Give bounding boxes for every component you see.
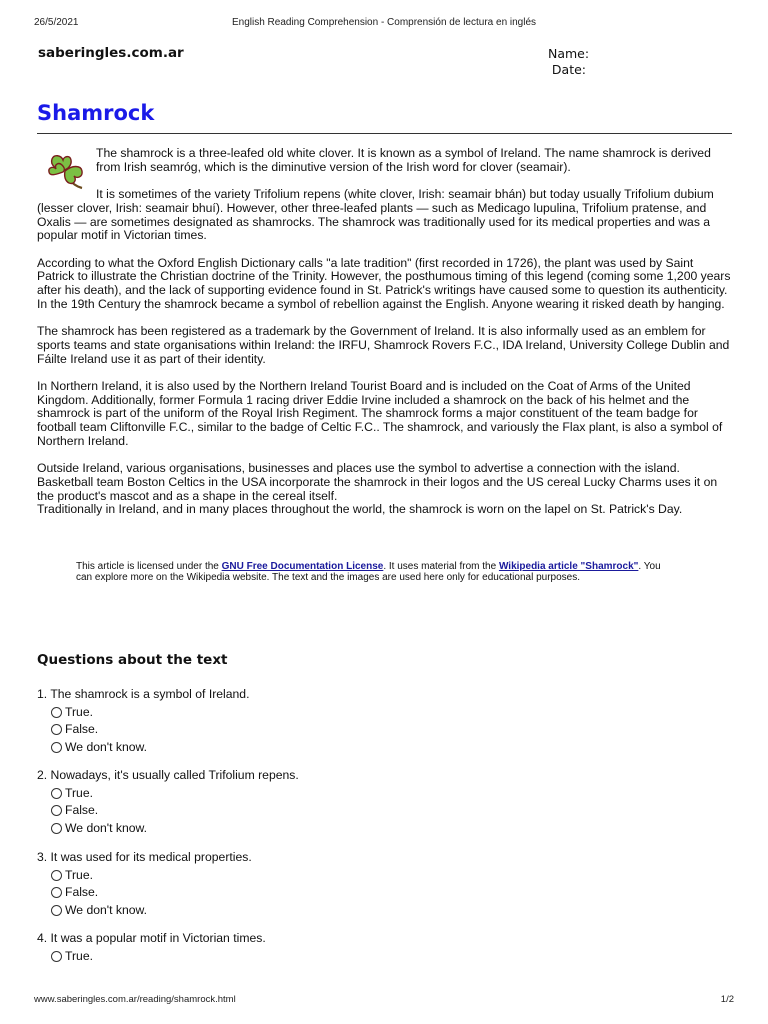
page-title: Shamrock <box>37 101 155 125</box>
date-label: Date: <box>551 62 586 77</box>
answer-option[interactable] <box>37 704 249 722</box>
option-label: We don't know. <box>65 820 148 835</box>
paragraph: According to what the Oxford English Dictionary calls "a late tradition" (first recorded in 1726), the plant was used by Saint Patrick to illustrate the Christian doctrine of the Trinity. However, the posthumous timing of this legend (coming some 1,200 years after his death), and the lack of supporting evidence found in St. Patrick's writings have caused some to question its authenticity. In the 19th Century the shamrock became a symbol of rebellion against the English. Anyone wearing it risked death by hanging. <box>37 255 731 311</box>
question-text: 1. The shamrock is a symbol of Ireland. <box>37 687 250 701</box>
license-text: . It uses material from the <box>383 561 499 572</box>
answer-option[interactable] <box>37 902 252 920</box>
option-label: We don't know. <box>65 902 148 917</box>
paragraph: It is sometimes of the variety Trifolium repens (white clover, Irish: seamair bhán) but today usually Trifolium dubium (lesser clover, Irish: seamair bhuí). However, other three-leafed plants — such as Medicago lupulina, Trifolium pratense, and Oxalis — are sometimes designated as shamrocks. The shamrock was traditionally used for its medical properties and was a popular motif in Victorian times. <box>37 187 714 243</box>
radio-button[interactable] <box>51 707 62 718</box>
question-2 <box>37 767 299 837</box>
answer-option[interactable] <box>37 884 252 902</box>
option-label: False. <box>65 803 99 817</box>
option-label: We don't know. <box>65 739 148 754</box>
question-text: 3. It was used for its medical properties. <box>37 850 252 864</box>
paragraph: Traditionally in Ireland, and in many places throughout the world, the shamrock is worn on the lapel on St. Patrick's Day. <box>37 502 683 517</box>
gnu-license-link[interactable]: GNU Free Documentation License <box>221 561 384 572</box>
answer-option[interactable] <box>37 739 249 757</box>
site-name: saberingles.com.ar <box>38 45 184 61</box>
option-label: True. <box>65 948 93 963</box>
page-number: 1/2 <box>720 994 734 1005</box>
answer-option[interactable] <box>37 802 299 820</box>
question-text: 2. Nowadays, it's usually called Trifolium repens. <box>37 768 299 782</box>
radio-button[interactable] <box>51 742 62 753</box>
radio-button[interactable] <box>51 887 62 898</box>
radio-button[interactable] <box>51 823 62 834</box>
print-date: 26/5/2021 <box>34 17 79 28</box>
article-body <box>37 147 733 531</box>
radio-button[interactable] <box>51 905 62 916</box>
option-label: False. <box>65 722 99 736</box>
license-notice <box>76 561 676 584</box>
question-3 <box>37 849 252 919</box>
radio-button[interactable] <box>51 788 62 799</box>
answer-option[interactable] <box>37 867 252 885</box>
radio-button[interactable] <box>51 870 62 881</box>
license-text: . You can explore more on the Wikipedia website. The text and the images are used here only for educational purposes. <box>76 561 661 584</box>
option-label: False. <box>65 885 99 899</box>
answer-option[interactable] <box>37 785 299 803</box>
option-label: True. <box>65 785 93 800</box>
license-text: This article is licensed under the <box>76 561 222 572</box>
question-4 <box>37 930 266 965</box>
question-1 <box>37 686 249 756</box>
paragraph: Outside Ireland, various organisations, businesses and places use the symbol to advertise a connection with the island. Basketball team Boston Celtics in the USA incorporate the shamrock in their logos and the US cereal Lucky Charms uses it on the product's mascot and as a shape in the cereal itself. <box>37 461 718 503</box>
paragraph: In Northern Ireland, it is also used by the Northern Ireland Tourist Board and is included on the Coat of Arms of the United Kingdom. Additionally, former Formula 1 racing driver Eddie Irvine included a shamrock on the back of his helmet and the shamrock is part of the uniform of the Royal Irish Regiment. The shamrock forms a major constituent of the team badge for football team Cliftonville F.C., similar to the badge of Celtic F.C.. The shamrock, and variously the Flax plant, is also a symbol of Northern Ireland. <box>37 378 723 448</box>
questions-heading: Questions about the text <box>37 652 228 668</box>
answer-option[interactable] <box>37 948 266 966</box>
option-label: True. <box>65 704 93 719</box>
name-date-fields <box>548 46 590 78</box>
answer-option[interactable] <box>37 721 249 739</box>
name-label: Name: <box>548 46 590 61</box>
wikipedia-article-link[interactable]: Wikipedia article "Shamrock" <box>498 561 639 572</box>
paragraph: The shamrock has been registered as a trademark by the Government of Ireland. It is also informally used as an emblem for sports teams and state organisations within Ireland: the IRFU, Shamrock Rovers F.C., IDA Ireland, University College Dublin and Fáilte Ireland use it as part of their identity. <box>37 324 730 366</box>
radio-button[interactable] <box>51 724 62 735</box>
radio-button[interactable] <box>51 805 62 816</box>
question-text: 4. It was a popular motif in Victorian times. <box>37 931 266 945</box>
print-title: English Reading Comprehension - Comprensión de lectura en inglés <box>231 17 537 28</box>
radio-button[interactable] <box>51 951 62 962</box>
paragraph: The shamrock is a three-leafed old white clover. It is known as a symbol of Ireland. The name shamrock is derived from Irish seamróg, which is the diminutive version of the Irish word for clover (seamair). <box>96 146 711 174</box>
title-divider <box>37 133 732 134</box>
print-url: www.saberingles.com.ar/reading/shamrock.html <box>34 994 236 1005</box>
option-label: True. <box>65 867 93 882</box>
answer-option[interactable] <box>37 820 299 838</box>
